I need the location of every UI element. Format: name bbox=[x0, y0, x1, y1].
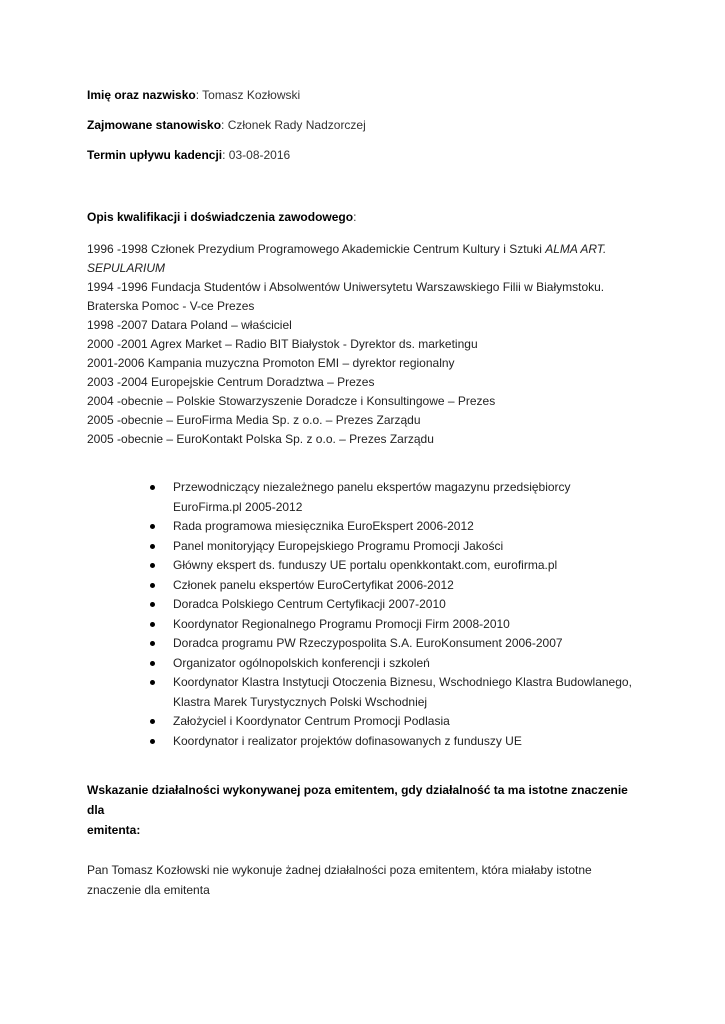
history-italic-text: SEPULARIUM bbox=[87, 261, 166, 275]
history-line bbox=[87, 354, 647, 373]
list-item-text: Przewodniczący niezależnego panelu ekspertów magazynu przedsiębiorcy bbox=[173, 480, 571, 494]
outside-activity-title-line: emitenta: bbox=[87, 823, 141, 837]
list-item bbox=[150, 556, 650, 576]
list-item bbox=[150, 634, 650, 654]
bullet-icon bbox=[150, 544, 155, 549]
history-text: 2005 -obecnie – EuroFirma Media Sp. z o.o. – Prezes Zarządu bbox=[87, 413, 421, 427]
list-item bbox=[150, 654, 650, 674]
outside-activity-title bbox=[87, 780, 647, 840]
bullet-icon bbox=[150, 739, 155, 744]
history-text: 2001-2006 Kampania muzyczna Promoton EMI – dyrektor regionalny bbox=[87, 356, 455, 370]
name-line bbox=[87, 86, 647, 105]
bullet-icon bbox=[150, 641, 155, 646]
bullet-icon bbox=[150, 583, 155, 588]
bullet-icon bbox=[150, 661, 155, 666]
list-item bbox=[150, 537, 650, 557]
list-item bbox=[150, 615, 650, 635]
history-text: 2003 -2004 Europejskie Centrum Doradztwa – Prezes bbox=[87, 375, 375, 389]
list-item bbox=[150, 712, 650, 732]
list-item-text: EuroFirma.pl 2005-2012 bbox=[173, 499, 303, 514]
list-item-text: Panel monitoryjący Europejskiego Programu Promocji Jakości bbox=[173, 538, 504, 553]
list-item-text: Klastra Marek Turystycznych Polski Wschodniej bbox=[173, 694, 428, 709]
bullet-icon bbox=[150, 563, 155, 568]
term-line bbox=[87, 146, 647, 165]
history-line bbox=[87, 411, 647, 430]
qualifications-title-suffix: : bbox=[353, 210, 357, 224]
list-item-text: Koordynator Regionalnego Programu Promocji Firm 2008-2010 bbox=[173, 616, 510, 631]
list-item bbox=[150, 576, 650, 596]
history-line bbox=[87, 392, 647, 411]
position-line bbox=[87, 116, 647, 135]
list-item bbox=[150, 595, 650, 615]
history-text: 1994 -1996 Fundacja Studentów i Absolwentów Uniwersytetu Warszawskiego Filii w Białymstoku. bbox=[87, 280, 605, 294]
history-line bbox=[87, 316, 647, 335]
history-text: 1998 -2007 Datara Poland – właściciel bbox=[87, 318, 292, 332]
bullet-icon bbox=[150, 524, 155, 529]
bullet-icon bbox=[150, 602, 155, 607]
history-text: 2005 -obecnie – EuroKontakt Polska Sp. z o.o. – Prezes Zarządu bbox=[87, 432, 434, 446]
history-line bbox=[87, 430, 647, 449]
history-line bbox=[87, 240, 647, 259]
list-item-text: Założyciel i Koordynator Centrum Promocji Podlasia bbox=[173, 714, 450, 728]
history-line bbox=[87, 373, 647, 392]
list-item-text: Główny ekspert ds. funduszy UE portalu openkkontakt.com, eurofirma.pl bbox=[173, 558, 558, 572]
list-item-text: Doradca programu PW Rzeczypospolita S.A. EuroKonsument 2006-2007 bbox=[173, 636, 563, 650]
list-item-text: Rada programowa miesięcznika EuroEkspert 2006-2012 bbox=[173, 519, 474, 533]
history-text: Braterska Pomoc - V-ce Prezes bbox=[87, 299, 255, 313]
bullet-icon bbox=[150, 485, 155, 490]
history-text: 2004 -obecnie – Polskie Stowarzyszenie Doradcze i Konsultingowe – Prezes bbox=[87, 394, 496, 408]
list-item bbox=[150, 732, 650, 752]
history-line bbox=[87, 335, 647, 354]
qualifications-heading bbox=[87, 208, 647, 227]
list-item-text: Doradca Polskiego Centrum Certyfikacji 2007-2010 bbox=[173, 597, 446, 611]
name-value: : Tomasz Kozłowski bbox=[195, 88, 301, 102]
achievements-list bbox=[150, 478, 650, 751]
statement-line: znaczenie dla emitenta bbox=[87, 883, 210, 897]
history-text: 1996 -1998 Członek Prezydium Programowego Akademickie Centrum Kultury i Sztuki bbox=[87, 242, 546, 256]
name-label: Imię oraz nazwisko bbox=[87, 88, 196, 102]
bullet-icon bbox=[150, 680, 155, 685]
list-item-text: Członek panelu ekspertów EuroCertyfikat 2006-2012 bbox=[173, 577, 454, 592]
list-item-text: Koordynator Klastra Instytucji Otoczenia Biznesu, Wschodniego Klastra Budowlanego, bbox=[173, 675, 632, 689]
outside-activity-title-line: Wskazanie działalności wykonywanej poza emitentem, gdy działalność ta ma istotne znaczenie dla bbox=[87, 783, 628, 817]
qualifications-title: Opis kwalifikacji i doświadczenia zawodowego bbox=[87, 210, 354, 224]
statement-line: Pan Tomasz Kozłowski nie wykonuje żadnej działalności poza emitentem, która miałaby istotne bbox=[87, 863, 592, 877]
bullet-icon bbox=[150, 719, 155, 724]
list-item bbox=[150, 478, 650, 517]
list-item bbox=[150, 517, 650, 537]
position-label: Zajmowane stanowisko bbox=[87, 118, 222, 132]
position-value: : Członek Rady Nadzorczej bbox=[221, 118, 366, 132]
history-line bbox=[87, 259, 647, 278]
history-line bbox=[87, 297, 647, 316]
list-item-text: Organizator ogólnopolskich konferencji i szkoleń bbox=[173, 655, 430, 670]
term-label: Termin upływu kadencji bbox=[87, 148, 223, 162]
career-history bbox=[87, 240, 647, 449]
list-item-text: Koordynator i realizator projektów dofinasowanych z funduszy UE bbox=[173, 733, 522, 748]
history-text: 2000 -2001 Agrex Market – Radio BIT Białystok - Dyrektor ds. marketingu bbox=[87, 337, 478, 351]
history-line bbox=[87, 278, 647, 297]
bullet-icon bbox=[150, 622, 155, 627]
history-italic-text: ALMA ART. bbox=[545, 242, 607, 256]
term-value: : 03-08-2016 bbox=[222, 148, 291, 162]
outside-activity-statement bbox=[87, 860, 647, 900]
list-item bbox=[150, 673, 650, 712]
